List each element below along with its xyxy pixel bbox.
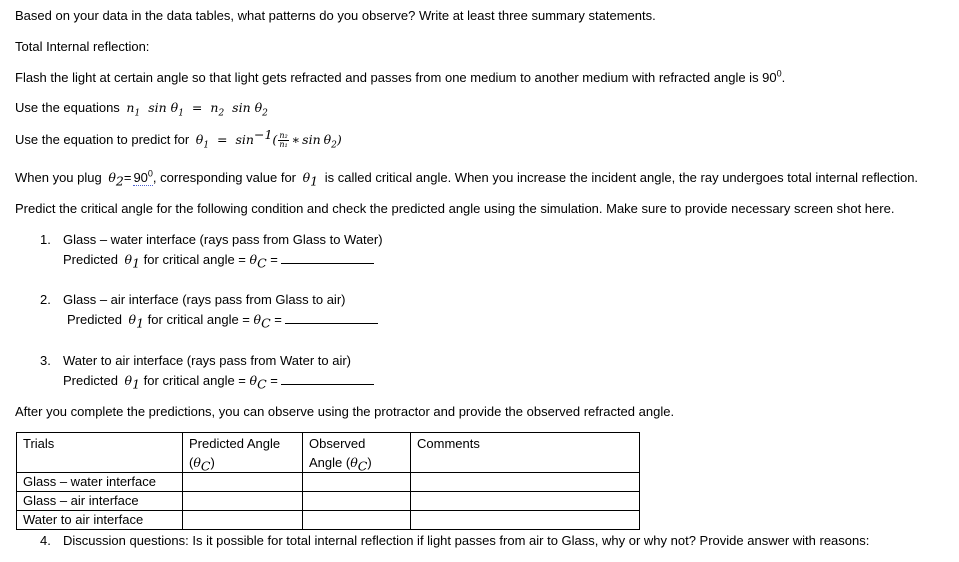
item-1-theta1: θ (124, 252, 133, 267)
n-ratio-fraction (278, 132, 288, 149)
predicted-cell[interactable] (183, 511, 303, 530)
item-1-prediction (63, 252, 374, 271)
comments-cell[interactable] (411, 511, 640, 530)
header-predicted-line1: Predicted Angle (189, 436, 281, 451)
when-post: is called critical angle. When you increase the incident angle, the ray undergoes total internal reflection. (324, 170, 919, 185)
item-3-answer-blank[interactable] (281, 374, 374, 385)
eq2-theta2: θ (323, 132, 332, 147)
n2-sub: 2 (218, 108, 225, 119)
n2-symbol: n (210, 100, 219, 115)
item-3-theta-c: θ (249, 373, 258, 388)
when-pre: When you plug (15, 170, 102, 185)
q4-text: Discussion questions: Is it possible for total internal reflection if light passes from air to Glass, why or why not? Provide answer with reasons: (63, 533, 870, 548)
trials-table (16, 432, 640, 530)
header-comments: Comments (411, 433, 640, 473)
item-3-pred-pre: Predicted (63, 373, 118, 388)
header-observed-line1: Observed (309, 436, 366, 451)
item-2-number: 2. (40, 292, 51, 307)
degree-sup: 0 (776, 68, 782, 79)
hp-open: ( (189, 455, 194, 470)
eq2-theta1: θ (195, 132, 204, 147)
snell-equation-line (15, 100, 268, 119)
item-2-pred-mid: for critical angle = (147, 312, 250, 327)
item-2-theta1-sub: 1 (136, 315, 145, 331)
item-2-answer-blank[interactable] (285, 313, 378, 324)
n1-sub: 1 (134, 108, 141, 119)
item-2-c-sub: C (261, 315, 271, 331)
item-2-prediction (67, 312, 378, 331)
when-theta2-sub: 2 (115, 173, 124, 189)
eq2-sin: sin (302, 132, 321, 147)
eq2-lead: Use the equation to predict for (15, 132, 190, 147)
table-row (17, 511, 640, 530)
row-label: Water to air interface (17, 511, 183, 530)
item-3-prediction (63, 373, 374, 392)
row-label: Glass – water interface (17, 473, 183, 492)
when-theta1-sub: 1 (310, 173, 319, 189)
plug-value-number: 90 (133, 170, 148, 185)
item-1-number: 1. (40, 232, 51, 247)
item-1-answer-blank[interactable] (281, 253, 374, 264)
item-1-pred-mid: for critical angle = (143, 252, 246, 267)
predicted-cell[interactable] (183, 492, 303, 511)
eq2-sin-inverse: sin (235, 132, 254, 147)
header-observed-line2 (309, 453, 404, 472)
flash-end: . (781, 70, 786, 85)
when-theta1: θ (302, 170, 311, 185)
item-2-theta1: θ (128, 312, 137, 327)
flash-text: Flash the light at certain angle so that light gets refracted and passes from one medium to another medium with refracted angle is 90 (15, 70, 777, 85)
table-row (17, 492, 640, 511)
ho-theta: θ (350, 455, 358, 470)
sin1-text: sin (148, 100, 167, 115)
eq1-lead: Use the equations (15, 100, 120, 115)
when-equals: = (123, 170, 132, 185)
hp-close: ) (210, 455, 215, 470)
predict-equation-line (15, 126, 342, 151)
item-3-number: 3. (40, 353, 51, 368)
item-1-pred-pre: Predicted (63, 252, 118, 267)
eq2-close-paren: ) (336, 132, 342, 147)
predict-instruction: Predict the critical angle for the following condition and check the predicted angle using the simulation. Make sure to provide necessary screen shot here. (15, 201, 895, 216)
eq2-theta1-sub: 1 (203, 140, 210, 151)
item-3-pred-mid: for critical angle = (143, 373, 246, 388)
critical-angle-explanation (15, 168, 919, 189)
item-1-title: Glass – water interface (rays pass from Glass to Water) (63, 232, 383, 247)
eq2-theta2-sub: 2 (331, 140, 337, 151)
header-predicted-line2 (189, 453, 296, 472)
table-row (17, 473, 640, 492)
n1-symbol: n (126, 100, 135, 115)
section-heading: Total Internal reflection: (15, 39, 150, 54)
item-1-theta-c: θ (249, 252, 258, 267)
hp-c-sub: C (200, 458, 211, 473)
item-1-c-sub: C (257, 255, 267, 271)
when-mid: , corresponding value for (152, 170, 297, 185)
item-2-title: Glass – air interface (rays pass from Glass to air) (63, 292, 346, 307)
item-3-theta1-sub: 1 (132, 376, 141, 392)
observed-cell[interactable] (303, 473, 411, 492)
ho-lead: Angle ( (309, 455, 351, 470)
sin2-text: sin (232, 100, 251, 115)
equals-sign: = (191, 100, 203, 115)
item-3-c-sub: C (257, 376, 267, 392)
header-predicted (183, 433, 303, 473)
flash-instruction (15, 70, 785, 86)
item-3-pred-end: = (270, 373, 278, 388)
q4-number: 4. (40, 533, 51, 548)
fraction-denominator: n₁ (279, 140, 288, 149)
eq2-equals: = (217, 132, 228, 147)
ho-c-sub: C (357, 458, 368, 473)
ho-close: ) (367, 455, 372, 470)
plug-value-degree: 0 (147, 168, 153, 179)
table-header-row (17, 433, 640, 473)
row-label: Glass – air interface (17, 492, 183, 511)
header-observed (303, 433, 411, 473)
theta2-symbol: θ (254, 100, 263, 115)
comments-cell[interactable] (411, 492, 640, 511)
theta1-sub: 1 (178, 108, 184, 119)
eq2-inverse-sup: −1 (253, 126, 273, 142)
item-1-pred-end: = (270, 252, 278, 267)
item-3-theta1: θ (124, 373, 133, 388)
fraction-numerator: n₂ (279, 131, 288, 140)
observed-cell[interactable] (303, 511, 411, 530)
item-3-title: Water to air interface (rays pass from Water to air) (63, 353, 351, 368)
observed-cell[interactable] (303, 492, 411, 511)
item-2-theta-c: θ (253, 312, 262, 327)
predicted-cell[interactable] (183, 473, 303, 492)
header-trials: Trials (17, 433, 183, 473)
eq2-open-paren: ( (272, 132, 278, 147)
item-2-pred-pre: Predicted (67, 312, 122, 327)
hp-theta: θ (193, 455, 201, 470)
plug-value (133, 170, 152, 186)
comments-cell[interactable] (411, 473, 640, 492)
when-theta2: θ (108, 170, 116, 185)
item-1-theta1-sub: 1 (132, 255, 141, 271)
theta1-symbol: θ (170, 100, 179, 115)
theta2-sub: 2 (262, 108, 268, 119)
intro-text: Based on your data in the data tables, what patterns do you observe? Write at least three summary statements. (15, 8, 656, 23)
eq2-star: ∗ (291, 132, 301, 147)
after-instruction: After you complete the predictions, you can observe using the protractor and provide the observed refracted angle. (15, 404, 675, 419)
item-2-pred-end: = (274, 312, 282, 327)
